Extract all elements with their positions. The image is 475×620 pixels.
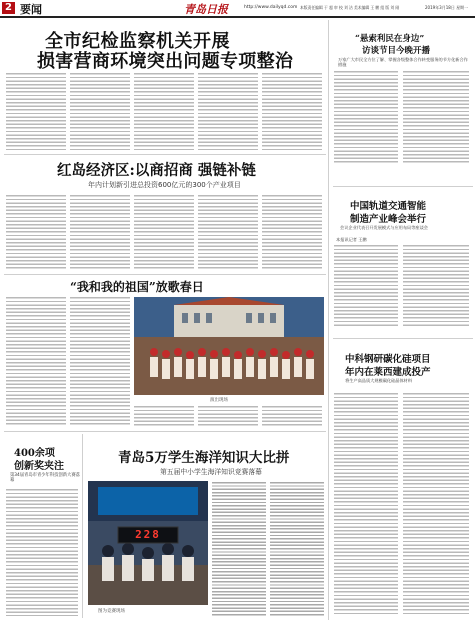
- side1-col2: [403, 70, 469, 165]
- innovation-headline-line1: 400余项: [14, 448, 55, 459]
- sidebar-divider-2: [333, 338, 473, 339]
- side1-headline: “悬索利民在身边”: [355, 34, 425, 44]
- hongdao-col2: [70, 194, 130, 270]
- hongdao-top-rule: [4, 154, 326, 155]
- main-headline-line2: 损害营商环境突出问题专项整治: [37, 51, 294, 72]
- main-article-col1: [6, 72, 66, 152]
- page-number-badge: 2: [2, 2, 15, 14]
- ocean-col2: [270, 481, 324, 616]
- spring-col2: [70, 296, 130, 426]
- spring-photo: [134, 297, 324, 395]
- masthead-logo: 青岛日报: [184, 3, 228, 16]
- spring-photo-scene: [134, 297, 324, 395]
- hongdao-col1: [6, 194, 66, 270]
- ocean-headline: 青岛5万学生海洋知识大比拼: [118, 450, 290, 466]
- ocean-photo: [88, 481, 208, 605]
- ocean-col1: [212, 481, 266, 616]
- ocean-photo-scene: [88, 481, 208, 605]
- spring-col3: [134, 405, 194, 427]
- innovation-col1: [6, 488, 78, 616]
- innovation-headline-line2: 创新奖夹注: [14, 461, 64, 472]
- side2-byline: 本报讯记者 王鹏: [336, 237, 367, 242]
- side3-col1: [334, 392, 398, 616]
- innovation-deck: 第34届青岛市青少年科技创新大赛落幕: [10, 473, 80, 483]
- side2-headline-line2: 制造产业峰会举行: [350, 214, 427, 225]
- side2-deck: 会议企业代表召开发展模式与应用布局等座谈会: [340, 225, 428, 230]
- hongdao-headline: 红岛经济区:以商招商 强链补链: [57, 162, 256, 179]
- spring-col4: [198, 405, 258, 427]
- sidebar-divider-1: [333, 186, 473, 187]
- side2-col1: [334, 244, 398, 326]
- hongdao-col5: [262, 194, 322, 270]
- side1-subheadline: 访谈节目今晚开播: [362, 46, 431, 56]
- ocean-subheadline: 第五届中小学生海洋知识竞赛落幕: [160, 468, 262, 476]
- side3-headline-line1: 中科钢研碳化硅项目: [345, 354, 431, 365]
- main-article-col2: [70, 72, 130, 152]
- scoreboard-display: 228: [135, 528, 161, 541]
- spring-photo-caption: 演出现场: [210, 398, 228, 403]
- header-date: 2019年3月18日 星期一: [425, 5, 469, 10]
- section-title: 要闻: [20, 3, 42, 16]
- ocean-photo-caption: 图为竞赛现场: [98, 609, 125, 614]
- spring-headline: “我和我的祖国”放歌春日: [70, 280, 204, 294]
- side3-col2: [403, 392, 469, 616]
- side1-col1: [334, 70, 398, 165]
- main-article-col4: [198, 72, 258, 152]
- innovation-divider: [82, 434, 83, 618]
- side3-headline-line2: 年内在莱西建成投产: [345, 367, 431, 378]
- header-divider: [0, 16, 475, 18]
- side2-col2: [403, 244, 469, 326]
- main-article-col5: [262, 72, 322, 152]
- side1-deck: 万家广大市民全方位了解、掌握各级整体合作转变服务的节方化新合作措施: [338, 57, 468, 67]
- hongdao-col3: [134, 194, 194, 270]
- spring-col1: [6, 296, 66, 426]
- side2-headline-line1: 中国轨道交通智能: [350, 201, 427, 212]
- page-header: [0, 0, 475, 17]
- side3-deck: 将生产高品质大规模碳化硅晶体材料: [345, 378, 413, 383]
- header-url: http://www.dailyqd.com: [244, 5, 298, 10]
- hongdao-subheadline: 年内计划新引进总投资600亿元的300个产业项目: [88, 181, 241, 189]
- main-headline-line1: 全市纪检监察机关开展: [45, 31, 230, 52]
- column-divider: [328, 20, 329, 620]
- hongdao-col4: [198, 194, 258, 270]
- main-article-col3: [134, 72, 194, 152]
- header-editor-info: 本版责任编辑 于 超 审 校 刘 洁 美术编辑 王 鹏 组 版 刘 刚: [300, 5, 400, 10]
- spring-col5: [262, 405, 322, 427]
- spring-top-rule: [4, 274, 326, 275]
- innovation-top-rule: [4, 431, 326, 432]
